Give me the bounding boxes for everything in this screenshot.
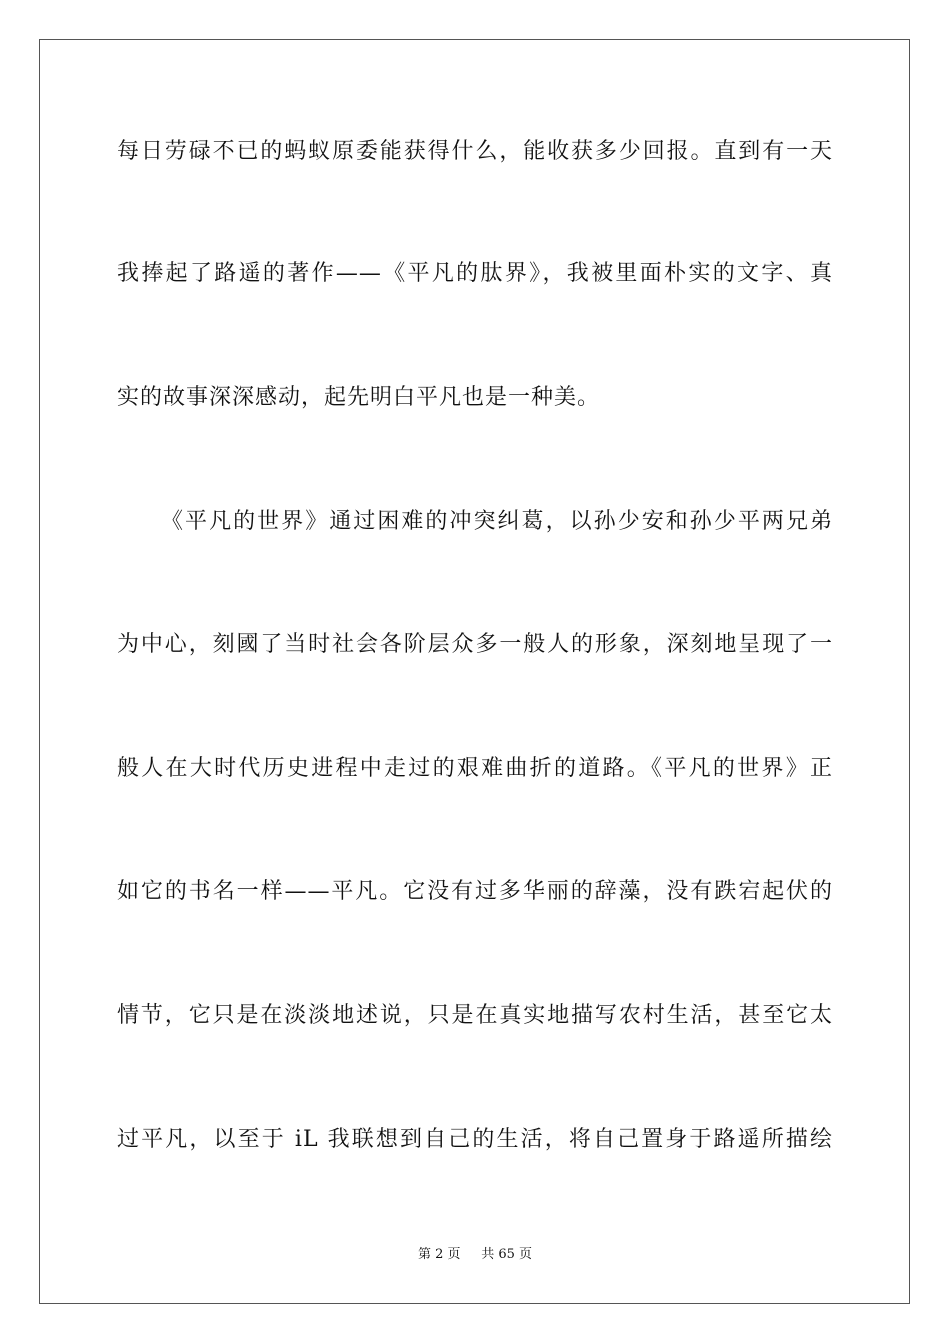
text-line-5: 为中心，刻國了当时社会各阶层众多一般人的形象，深刻地呈现了一 [117,632,833,657]
text-line-9: 过平凡，以至于 iL 我联想到自己的生活，将自己置身于路遥所描绘 [117,1127,833,1152]
page-number: 第 2 页 [417,1247,461,1262]
text-line-6: 般人在大时代历史进程中走过的艰难曲折的道路。《平凡的世界》正 [117,756,833,781]
text-line-7: 如它的书名一样——平凡。它没有过多华丽的辞藻，没有跌宕起伏的 [117,879,833,904]
text-line-3: 实的故事深深感动，起先明白平凡也是一种美。 [117,385,601,410]
text-line-2: 我捧起了路遥的著作——《平凡的肽界》，我被里面朴实的文字、真 [117,261,833,286]
page-footer [0,1243,950,1262]
text-line-8: 情节，它只是在淡淡地述说，只是在真实地描写农村生活，甚至它太 [117,1003,833,1028]
page-total: 共 65 页 [481,1247,533,1262]
page-border [39,39,910,1304]
text-line-1: 每日劳碌不已的蚂蚁原委能获得什么，能收获多少回报。直到有一天 [117,139,833,164]
text-line-4: 《平凡的世界》通过困难的冲突纠葛，以孙少安和孙少平两兄弟 [161,509,833,534]
